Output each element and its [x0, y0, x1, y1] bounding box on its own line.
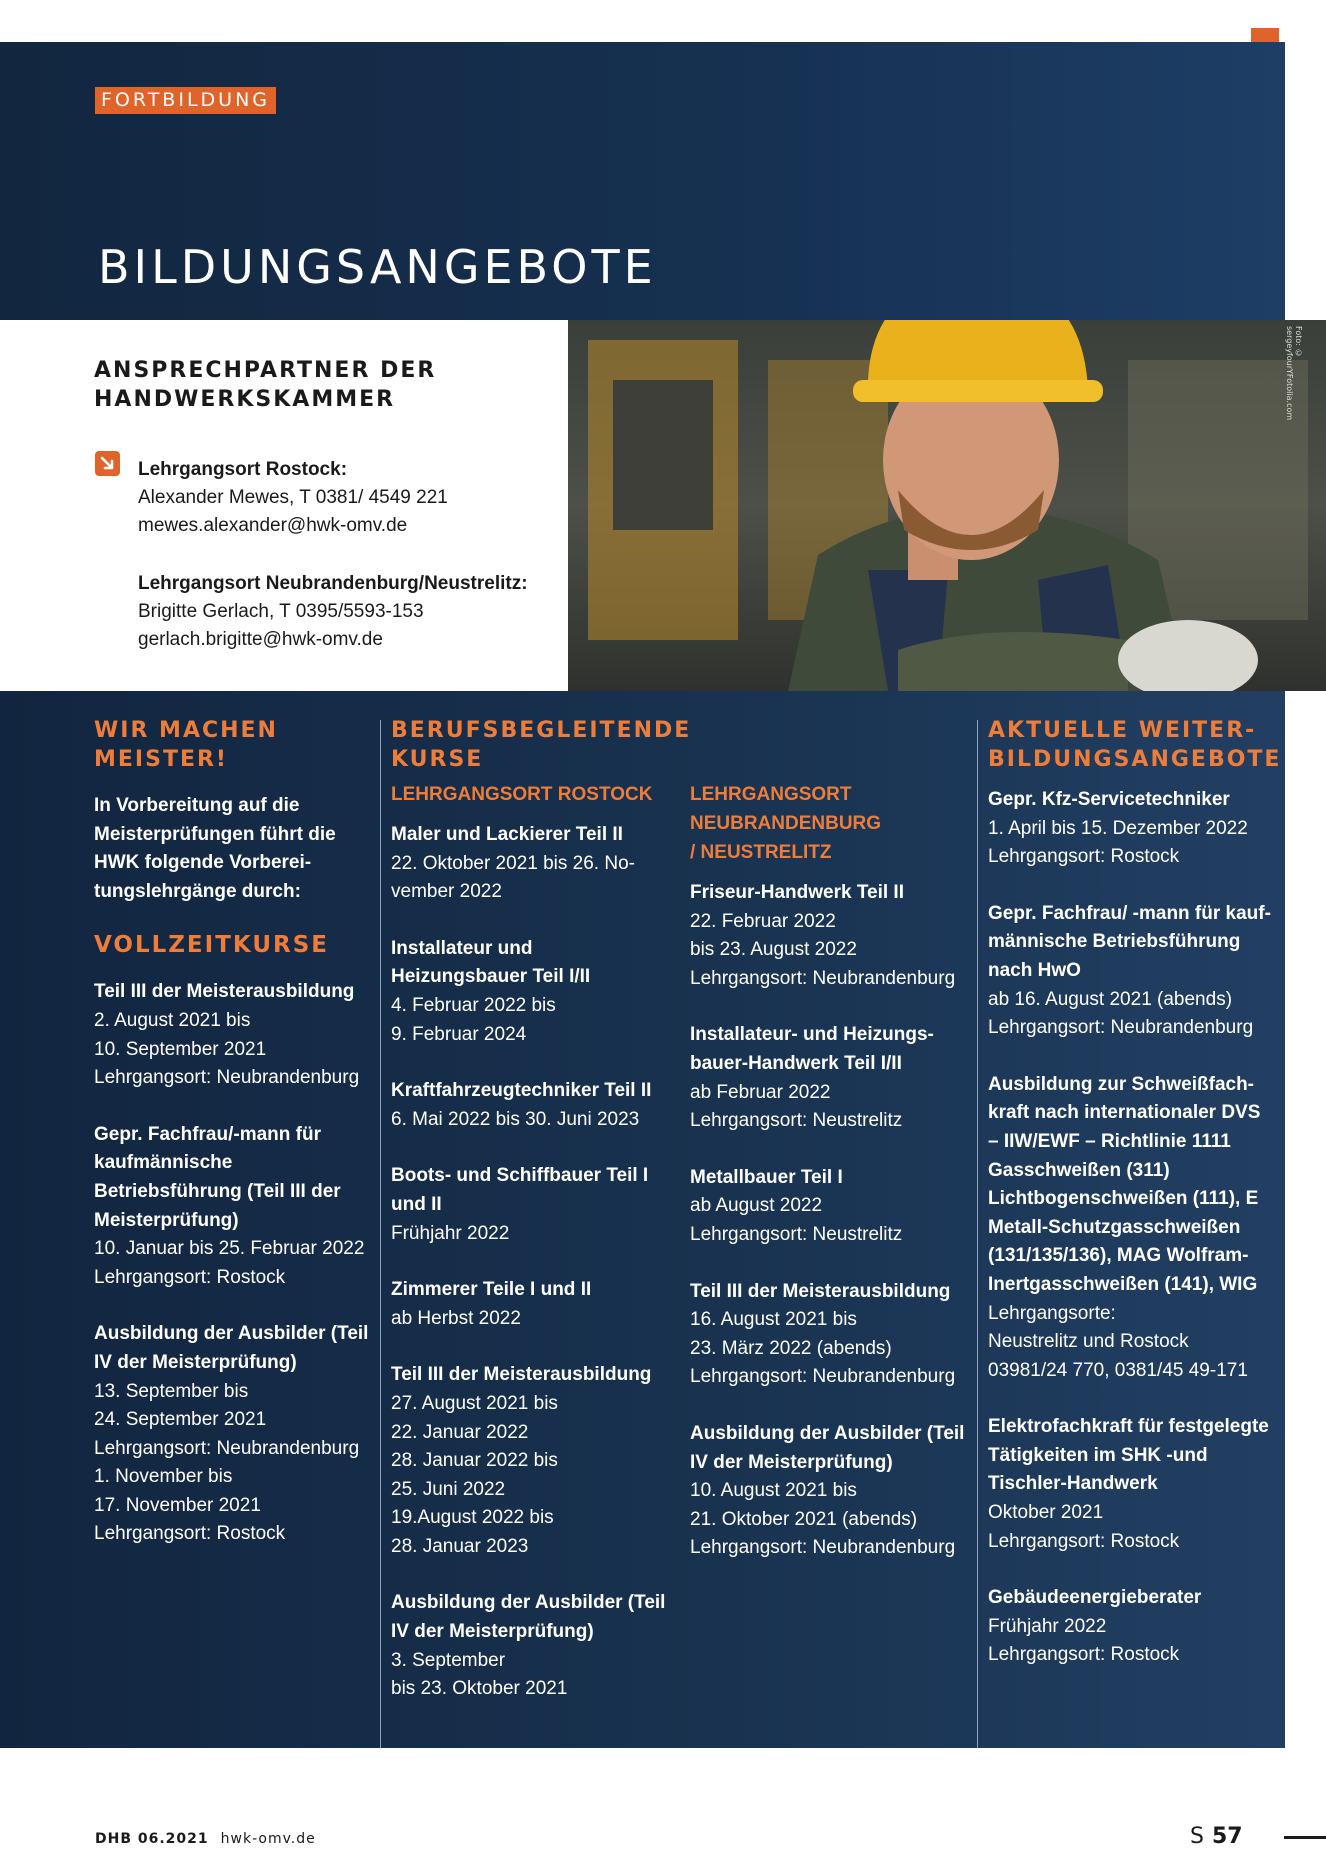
course-title: Gebäudeenergieberater: [988, 1587, 1202, 1609]
course-entry: [690, 879, 970, 993]
course-detail: 2. August 2021 bis: [94, 1009, 251, 1031]
course-detail: Lehrgangsort: Neubrandenburg: [988, 1017, 1254, 1039]
contact-label: Lehrgangsort Neubrandenburg/Neustrelitz:: [138, 573, 528, 594]
course-detail: 1. April bis 15. Dezember 2022: [988, 817, 1248, 839]
contact-line: Alexander Mewes, T 0381/ 4549 221: [138, 487, 448, 508]
course-detail: 16. August 2021 bis: [690, 1309, 857, 1331]
course-detail: 9. Februar 2024: [391, 1023, 527, 1045]
column-heading: WIR MACHEN MEISTER!: [94, 718, 278, 772]
course-detail: 25. Juni 2022: [391, 1478, 506, 1500]
course-entry: [988, 1413, 1273, 1556]
course-detail: Frühjahr 2022: [988, 1615, 1107, 1637]
course-title: Teil III der Meisterausbildung: [391, 1364, 652, 1386]
course-detail: Lehrgangsort: Rostock: [988, 1644, 1180, 1666]
course-detail: Oktober 2021: [988, 1502, 1104, 1524]
column-rostock: [391, 716, 692, 1732]
course-detail: 4. Februar 2022 bis: [391, 994, 556, 1016]
issue-label: DHB 06.2021: [95, 1831, 209, 1847]
course-detail: Lehrgangsort: Neubrandenburg: [690, 1537, 956, 1559]
course-entry: [391, 1162, 671, 1248]
course-entry: [391, 935, 671, 1049]
course-entry: [988, 1584, 1273, 1670]
subheading: LEHRGANGSORT ROSTOCK: [391, 784, 653, 805]
course-detail: Lehrgangsort: Neubrandenburg: [94, 1437, 360, 1459]
course-detail: 03981/24 770, 0381/45 49-171: [988, 1359, 1248, 1381]
footer-left: [95, 1831, 316, 1847]
page-title: BILDUNGSANGEBOTE: [98, 240, 657, 294]
photo-credit: Foto: © sergeyfourYFotolia.com: [1285, 326, 1303, 421]
course-detail: ab August 2022: [690, 1195, 823, 1217]
course-title: Teil III der Meisterausbildung: [690, 1280, 951, 1302]
column-heading: AKTUELLE WEITER- BILDUNGSANGEBOTE: [988, 718, 1282, 772]
contact-email[interactable]: gerlach.brigitte@hwk-omv.de: [138, 629, 383, 650]
course-title: Ausbildung der Ausbilder (Teil IV der Meisterprüfung): [94, 1323, 369, 1373]
course-entry: [391, 1276, 671, 1333]
course-title: Gepr. Fachfrau/ -mann für kauf- männische Betriebsführung nach HwO: [988, 902, 1271, 981]
course-detail: Lehrgangsort: Neustrelitz: [690, 1223, 903, 1245]
course-entry: [94, 1121, 374, 1293]
course-detail: 3. September: [391, 1649, 506, 1671]
course-entry: [690, 1420, 970, 1563]
course-detail: 1. November bis: [94, 1466, 233, 1488]
contact-line: Brigitte Gerlach, T 0395/5593-153: [138, 601, 424, 622]
course-detail: Lehrgangsort: Neubrandenburg: [94, 1067, 360, 1089]
course-detail: ab 16. August 2021 (abends): [988, 988, 1233, 1010]
subheading: VOLLZEITKURSE: [94, 932, 329, 959]
course-detail: 17. November 2021: [94, 1494, 261, 1516]
course-title: Elektrofachkraft für festgelegte Tätigkeiten im SHK -und Tischler-Handwerk: [988, 1416, 1269, 1495]
course-entry: [94, 978, 374, 1092]
column-weiterbildung: [988, 716, 1282, 1698]
course-detail: bis 23. Oktober 2021: [391, 1678, 568, 1700]
contact-email[interactable]: mewes.alexander@hwk-omv.de: [138, 515, 408, 536]
course-detail: 28. Januar 2023: [391, 1535, 529, 1557]
course-title: Kraftfahrzeugtechniker Teil II: [391, 1080, 652, 1102]
website-link[interactable]: hwk-omv.de: [220, 1831, 316, 1847]
course-detail: Lehrgangsort: Neubrandenburg: [690, 1366, 956, 1388]
course-entry: [391, 821, 671, 907]
course-detail: bis 23. August 2022: [690, 939, 857, 961]
column-meister: [94, 716, 374, 1577]
course-detail: Lehrgangsort: Rostock: [988, 846, 1180, 868]
course-title: Maler und Lackierer Teil II: [391, 824, 623, 845]
subheading: LEHRGANGSORT NEUBRANDENBURG / NEUSTRELITZ: [690, 784, 882, 863]
column-heading: BERUFSBEGLEITENDE KURSE: [391, 718, 692, 772]
course-detail: 22. Februar 2022: [690, 910, 836, 932]
page-prefix: S: [1190, 1824, 1204, 1849]
course-detail: Neustrelitz und Rostock: [988, 1331, 1189, 1353]
course-detail: 22. Oktober 2021 bis 26. No- vember 2022: [391, 852, 635, 903]
course-title: Zimmerer Teile I und II: [391, 1279, 592, 1301]
course-title: Boots- und Schiffbauer Teil I und II: [391, 1165, 649, 1215]
course-entry: [391, 1361, 671, 1561]
column-divider: [977, 720, 978, 1748]
section-tag: FORTBILDUNG: [95, 87, 276, 114]
course-title: Gepr. Kfz-Servicetechniker: [988, 789, 1230, 810]
course-entry: [988, 900, 1273, 1043]
course-title: Ausbildung zur Schweißfach- kraft nach internationaler DVS – IIW/EWF – Richtlinie 1111 Gasschweißen (311) Lichtbogenschweißen (111), E Metall-Schutzgasschweißen (131/135/136), MAG Wolfram-Inertgasschweißen (141), WIG: [988, 1073, 1261, 1295]
column-neubrandenburg: [690, 780, 970, 1591]
contact-label: Lehrgangsort Rostock:: [138, 459, 348, 480]
course-title: Metallbauer Teil I: [690, 1166, 843, 1188]
footer-rule: [1284, 1836, 1326, 1839]
course-entry: [391, 1077, 671, 1134]
course-detail: 27. August 2021 bis: [391, 1392, 558, 1414]
course-title: Friseur-Handwerk Teil II: [690, 882, 904, 903]
course-detail: Lehrgangsorte:: [988, 1302, 1116, 1324]
course-detail: 10. August 2021 bis: [690, 1480, 857, 1502]
contact-neubrandenburg: [138, 570, 558, 654]
course-detail: ab Herbst 2022: [391, 1307, 521, 1329]
craftsman-photo: [568, 320, 1326, 691]
course-detail: ab Februar 2022: [690, 1081, 831, 1103]
course-entry: [690, 1164, 970, 1250]
course-entry: [988, 786, 1273, 872]
course-detail: 13. September bis: [94, 1380, 249, 1402]
contact-rostock: [138, 456, 558, 540]
contact-heading: ANSPRECHPARTNER DER HANDWERKSKAMMER: [94, 358, 437, 412]
course-detail: 19.August 2022 bis: [391, 1507, 554, 1529]
course-title: Ausbildung der Ausbilder (Teil IV der Meisterprüfung): [391, 1592, 666, 1643]
page-number-value: 57: [1211, 1824, 1243, 1849]
course-title: Teil III der Meisterausbildung: [94, 981, 355, 1003]
page-number: [1190, 1824, 1243, 1849]
course-detail: 23. März 2022 (abends): [690, 1337, 892, 1359]
course-entry: [690, 1278, 970, 1392]
course-title: Ausbildung der Ausbilder (Teil IV der Meisterprüfung): [690, 1422, 965, 1473]
course-entry: [94, 1320, 374, 1549]
course-title: Installateur und Heizungsbauer Teil I/II: [391, 937, 591, 988]
course-detail: 10. Januar bis 25. Februar 2022: [94, 1238, 365, 1260]
course-detail: Lehrgangsort: Neustrelitz: [690, 1110, 903, 1132]
course-detail: 10. September 2021: [94, 1038, 267, 1060]
course-detail: Lehrgangsort: Rostock: [94, 1523, 286, 1545]
course-detail: Frühjahr 2022: [391, 1222, 510, 1244]
course-detail: 6. Mai 2022 bis 30. Juni 2023: [391, 1108, 640, 1130]
course-entry: [988, 1071, 1273, 1386]
course-detail: Lehrgangsort: Rostock: [988, 1530, 1180, 1552]
arrow-down-right-icon: [95, 451, 120, 476]
intro-text: In Vorbereitung auf die Meisterprüfungen führt die HWK folgende Vorberei- tungslehrgänge durch:: [94, 795, 336, 902]
course-title: Gepr. Fachfrau/-mann für kaufmännische Betriebsführung (Teil III der Meisterprüfung): [94, 1123, 341, 1231]
course-detail: 22. Januar 2022: [391, 1421, 529, 1443]
course-entry: [391, 1589, 671, 1703]
course-detail: 24. September 2021: [94, 1409, 267, 1431]
course-detail: Lehrgangsort: Rostock: [94, 1266, 286, 1288]
course-entry: [690, 1021, 970, 1135]
course-detail: 21. Oktober 2021 (abends): [690, 1508, 918, 1530]
course-detail: 28. Januar 2022 bis: [391, 1450, 558, 1472]
column-divider: [380, 720, 381, 1748]
course-detail: Lehrgangsort: Neubrandenburg: [690, 967, 956, 989]
course-title: Installateur- und Heizungs- bauer-Handwerk Teil I/II: [690, 1024, 934, 1074]
